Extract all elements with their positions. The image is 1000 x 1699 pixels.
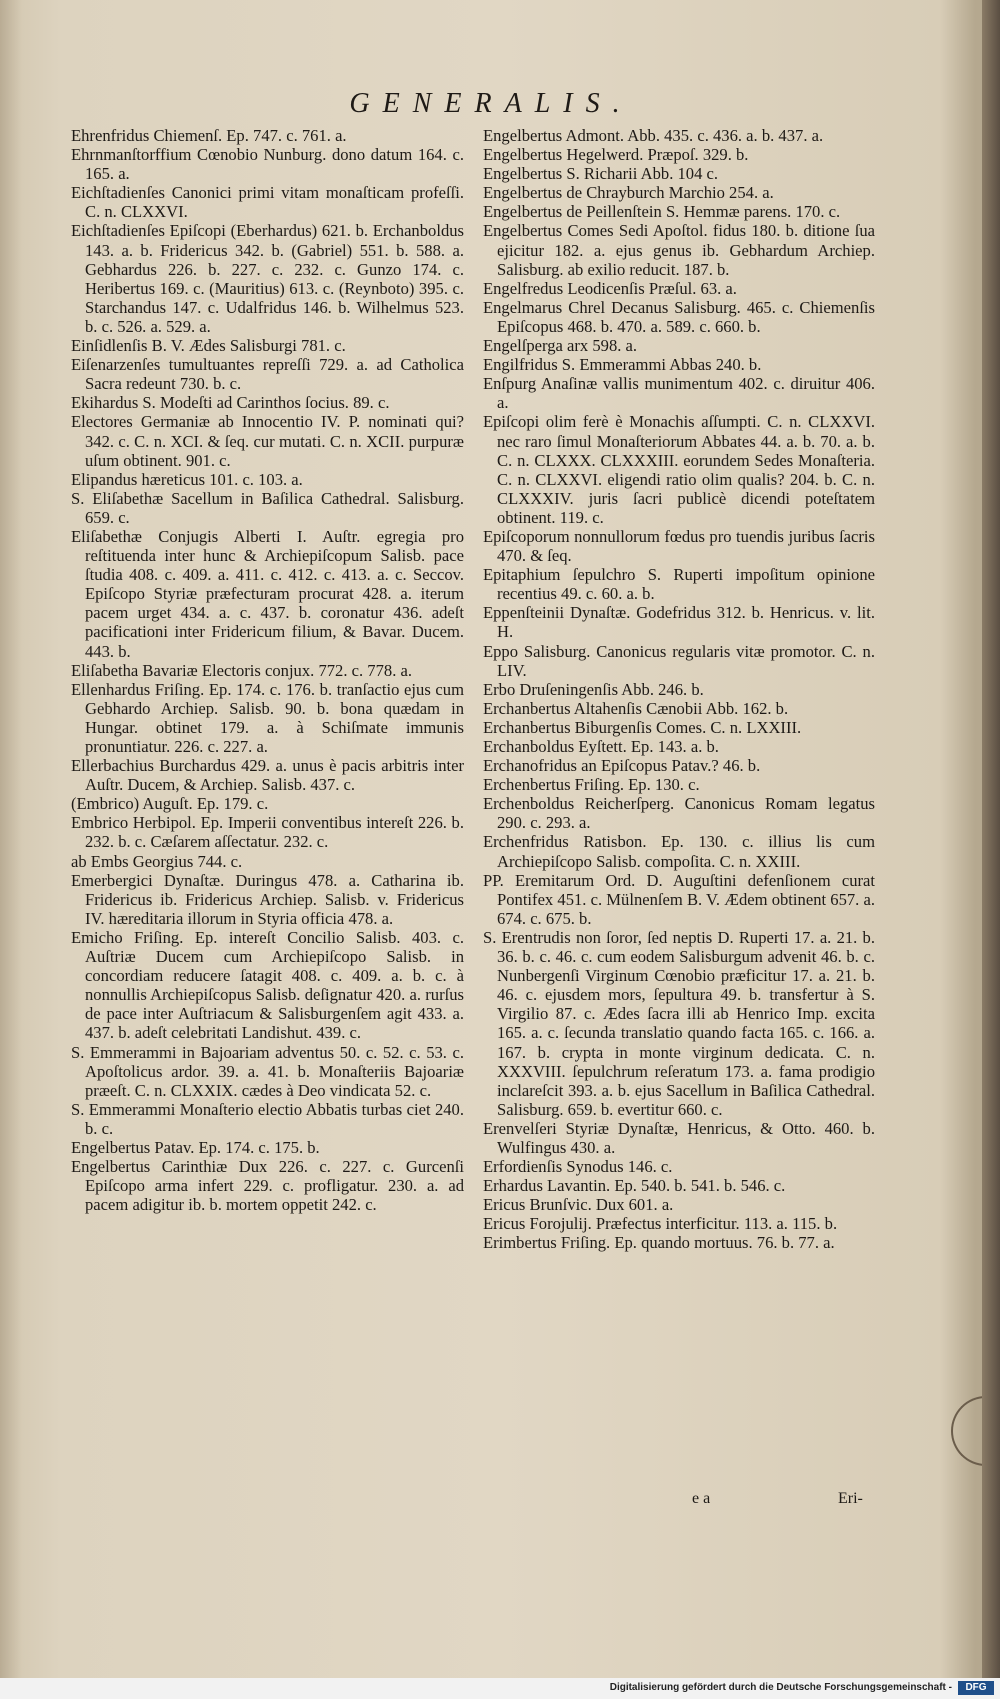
index-entry: S. Eliſabethæ Sacellum in Baſilica Cathedral. Salisburg. 659. c. (71, 488, 464, 527)
index-entry: Embrico Herbipol. Ep. Imperii conventibus intereſt 226. b. 232. b. c. Cæſarem aſſectatur. 232. c. (71, 813, 464, 852)
index-entry: Erchanbertus Biburgenſis Comes. C. n. LXXIII. (483, 717, 802, 737)
index-entry: S. Emmerammi in Bajoariam adventus 50. c. 52. c. 53. c. Apoſtolicus ardor. 39. a. 41. b. Monaſteriis Bajoariæ præeſt. C. n. CLXXIX. cædes à Deo vindicata 52. c. (71, 1042, 464, 1100)
index-entry: Eichſtadienſes Canonici primi vitam monaſticam profeſſi. C. n. CLXXVI. (71, 183, 464, 222)
index-entry: Engelbertus Hegelwerd. Præpoſ. 329. b. (483, 145, 749, 165)
index-entry: Erchenbertus Friſing. Ep. 130. c. (483, 775, 700, 795)
index-entry: Erchanbertus Altahenſis Cænobii Abb. 162. b. (483, 698, 789, 718)
index-entry: Erimbertus Friſing. Ep. quando mortuus. 76. b. 77. a. (483, 1233, 835, 1253)
index-entry: Electores Germaniæ ab Innocentio IV. P. nominati qui? 342. c. C. n. XCI. & ſeq. cur mutati. C. n. XCII. purpuræ uſum obtinent. 901. c. (71, 412, 464, 470)
index-entry: Engelbertus S. Richarii Abb. 104 c. (483, 164, 719, 184)
index-entry: Emerbergici Dynaſtæ. Duringus 478. a. Catharina ib. Fridericus ib. Fridericus Archiep. Salisb. v. Fridericus IV. hæreditaria illorum in Styria officia 478. a. (71, 870, 464, 928)
index-entry: Engelfredus Leodicenſis Præſul. 63. a. (483, 278, 737, 298)
signature-mark: e a (692, 1490, 711, 1507)
index-entry: Eliſabethæ Conjugis Alberti I. Auſtr. egregia pro reſtituenda inter hunc & Archiepiſcopum Salisb. pace ſtudia 408. c. 409. a. 411. c. 412. c. 413. a. c. Seccov. Epiſcopo Styriæ præfecturam procurat 428. a. iterum pacem urget 434. a. c. 437. b. coronatur 436. adeſt pacificationi inter Fridericum filium, & Bavar. Ducem. 443. b. (71, 526, 464, 661)
index-entry: Epiſcoporum nonnullorum fœdus pro tuendis juribus ſacris 470. & ſeq. (483, 526, 875, 566)
index-entry: Engelmarus Chrel Decanus Salisburg. 465. c. Chiemenſis Epiſcopus 468. b. 470. a. 589. c. 660. b. (483, 297, 875, 336)
index-entry: Ericus Forojulij. Præfectus interficitur. 113. a. 115. b. (483, 1214, 838, 1234)
index-entry: Eppo Salisburg. Canonicus regularis vitæ promotor. C. n. LIV. (483, 641, 875, 680)
index-entry: Engelbertus de Peillenſtein S. Hemmæ parens. 170. c. (483, 202, 841, 222)
index-entry: Engelbertus Comes Sedi Apoſtol. fidus 180. b. ditione ſua ejicitur 182. a. ejus genus ib. Gebhardum Archiep. Salisburg. ab exilio reducit. 187. b. (483, 221, 875, 279)
index-entry: ab Embs Georgius 744. c. (71, 851, 243, 871)
catchword: Eri- (838, 1490, 863, 1507)
index-entry: Emicho Friſing. Ep. intereſt Concilio Salisb. 403. c. Auſtriæ Ducem cum Archiepiſcopo Salisb. in concordiam reducere ſatagit 408. c. 409. a. b. c. à nonnullis Archiepiſcopus Salisb. deſignatur 420. a. rurſus de pace inter Auſtriacum & Salisburgenſem agit 433. a. 437. b. adeſt celebritati Landishut. 439. c. (71, 927, 464, 1043)
index-entry: Ericus Brunſvic. Dux 601. a. (483, 1195, 674, 1215)
digitization-band (0, 1678, 1000, 1699)
digitization-credit: Digitalisierung gefördert durch die Deutsche Forschungsgemeinschaft - (609, 1682, 952, 1693)
index-entry: Engelbertus de Chrayburch Marchio 254. a. (483, 183, 774, 203)
index-entry: Engilfridus S. Emmerammi Abbas 240. b. (483, 355, 762, 375)
index-entry: Eliſabetha Bavariæ Electoris conjux. 772. c. 778. a. (71, 660, 412, 680)
index-entry: Erchanofridus an Epiſcopus Patav.? 46. b. (483, 756, 761, 776)
index-entry: Erhardus Lavantin. Ep. 540. b. 541. b. 546. c. (483, 1176, 786, 1196)
index-entry: Engelbertus Carinthiæ Dux 226. c. 227. c. Gurcenſi Epiſcopo arma infert 229. c. profligatur. 230. a. ad pacem adigitur ib. b. mortem oppetit 242. c. (71, 1157, 464, 1215)
book-edge (982, 0, 1000, 1678)
index-entry: Engelſperga arx 598. a. (483, 336, 638, 356)
index-entry: Enſpurg Anaſinæ vallis munimentum 402. c. diruitur 406. a. (483, 374, 875, 413)
index-entry: Engelbertus Admont. Abb. 435. c. 436. a. b. 437. a. (483, 126, 824, 145)
index-entry: Elipandus hæreticus 101. c. 103. a. (71, 469, 303, 489)
index-entry: Erfordienſis Synodus 146. c. (483, 1157, 673, 1177)
index-entry: Epitaphium ſepulchro S. Ruperti impoſitum opinione recentius 49. c. 60. a. b. (483, 565, 875, 604)
index-entry: Epiſcopi olim ferè è Monachis aſſumpti. C. n. CLXXVI. nec raro ſimul Monaſteriorum Abbates 44. a. b. 70. a. b. C. n. CLXXX. CLXXXIII. eorundem Sedes Monaſteria. C. n. CLXXVI. eligendi ratio olim qualis? 204. b. C. n. CLXXXIV. juris ſacri publicè dicendi poteſtatem obtinent. 119. c. (483, 412, 875, 527)
index-entry: Erchanboldus Eyſtett. Ep. 143. a. b. (483, 737, 719, 756)
index-entry: Eiſenarzenſes tumultuantes repreſſi 729. a. ad Catholica Sacra redeunt 730. b. c. (71, 355, 464, 394)
page-header: GENERALIS. (349, 88, 633, 119)
index-entry: Ellenhardus Friſing. Ep. 174. c. 176. b. tranſactio ejus cum Gebhardo Archiep. Salisb. 90. b. bona quædam in Hungar. obtinet 179. a. à Schiſmate immunis pronuntiatur. 226. c. 227. a. (71, 679, 464, 756)
index-entry: Eppenſteinii Dynaſtæ. Godefridus 312. b. Henricus. v. lit. H. (483, 603, 875, 642)
index-entry: Einſidlenſis B. V. Ædes Salisburgi 781. c. (71, 336, 346, 356)
index-entry: Eichſtadienſes Epiſcopi (Eberhardus) 621. b. Erchanboldus 143. a. b. Fridericus 342. b. (Gabriel) 551. b. 588. a. Gebhardus 226. b. 227. c. 232. c. Gunzo 174. c. Heribertus 169. c. (Mauritius) 613. c. (Reynboto) 395. c. Starchandus 147. c. Udalfridus 146. b. Wilhelmus 523. b. c. 526. a. 529. a. (71, 221, 464, 336)
dfg-logo: DFG (958, 1681, 994, 1695)
index-entry: S. Erentrudis non ſoror, ſed neptis D. Ruperti 17. a. 21. b. 36. b. c. 46. c. cum eodem Salisburgum advenit 46. b. c. Nunbergenſi Virginum Cœnobio præficitur 17. a. 21. b. 46. c. ejusdem mors, ſepultura 49. b. transfertur à S. Virgilio 87. c. Ædes ſacra illi ab Henrico Imp. excita 165. a. c. ſecunda translatio quando facta 165. c. 166. a. 167. b. crypta in monte virginum dedicata. C. n. XXXVIII. ſepulchrum reſeratum 173. a. fama prodigio inclareſcit 393. a. b. ejus Sacellum in Baſilica Cathedral. Salisburg. 659. b. evertitur 660. c. (483, 927, 875, 1119)
index-entry: Ellerbachius Burchardus 429. a. unus è pacis arbitris inter Auſtr. Ducem, & Archiep. Salisb. 437. c. (71, 756, 464, 795)
index-entry: Ekihardus S. Modeſti ad Carinthos ſocius. 89. c. (71, 393, 390, 413)
index-entry: Erbo Druſeningenſis Abb. 246. b. (483, 679, 704, 699)
index-entry: Ehrnmanſtorffium Cœnobio Nunburg. dono datum 164. c. 165. a. (71, 145, 464, 184)
index-entry: Engelbertus Patav. Ep. 174. c. 175. b. (71, 1137, 320, 1157)
index-entry: S. Emmerammi Monaſterio electio Abbatis turbas ciet 240. b. c. (71, 1099, 464, 1138)
index-column-right (483, 126, 875, 1253)
index-entry: Erchenboldus Reicherſperg. Canonicus Romam legatus 290. c. 293. a. (483, 794, 875, 833)
index-entry: (Embrico) Auguſt. Ep. 179. c. (71, 794, 269, 814)
index-column-left (71, 126, 464, 1214)
index-entry: Erenvelſeri Styriæ Dynaſtæ, Henricus, & Otto. 460. b. Wulfingus 430. a. (483, 1118, 875, 1157)
index-entry: Ehrenfridus Chiemenſ. Ep. 747. c. 761. a. (71, 126, 347, 145)
index-entry: PP. Eremitarum Ord. D. Auguſtini defenſionem curat Pontifex 451. c. Mülnenſem B. V. Ædem obtinent 657. a. 674. c. 675. b. (483, 870, 875, 928)
index-entry: Erchenfridus Ratisbon. Ep. 130. c. illius lis cum Archiepiſcopo Salisb. compoſita. C. n. XXIII. (483, 832, 875, 871)
